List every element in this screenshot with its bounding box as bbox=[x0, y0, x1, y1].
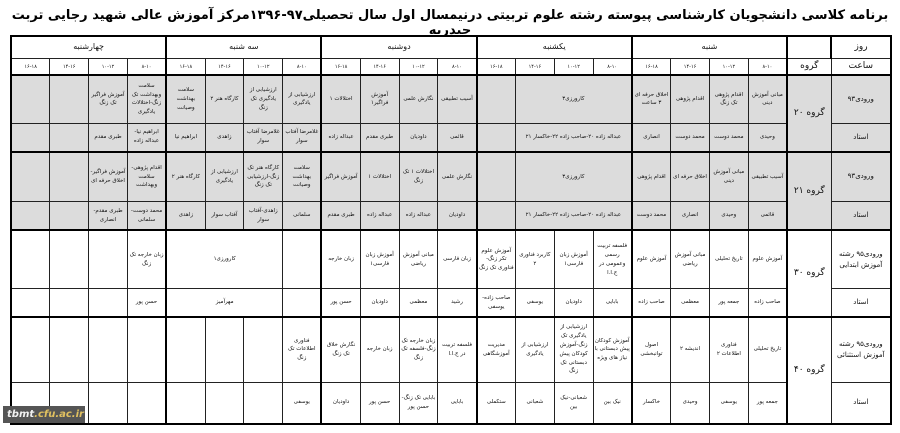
course-cell: کارگاه هنر ۲ bbox=[166, 152, 205, 202]
course-cell bbox=[11, 75, 50, 123]
teacher-cell: بابایی تک زنگ-حسن پور bbox=[399, 382, 438, 424]
course-cell: نگارش علمی bbox=[399, 75, 438, 123]
course-cell: آموزش فراگیر bbox=[321, 152, 360, 202]
teacher-cell: جمعه پور bbox=[748, 382, 787, 424]
course-cell: آسیب تطبیقی bbox=[438, 75, 477, 123]
teacher-cell: ابراهیم نیا-عبداله زاده bbox=[127, 123, 166, 151]
teacher-cell: نیک بین bbox=[593, 382, 632, 424]
course-cell: مبانی آموزش ریاضی bbox=[399, 230, 438, 289]
course-cell: سلامت بهداشت وصیانت bbox=[166, 75, 205, 123]
row-label-course: ورودی۹۵ رشته آموزش ابتدایی bbox=[831, 230, 891, 289]
teacher-cell bbox=[89, 382, 128, 424]
teacher-cell: رشید bbox=[438, 289, 477, 317]
teacher-cell: یوسفی bbox=[515, 289, 554, 317]
course-cell bbox=[50, 230, 89, 289]
teacher-cell: انصاری bbox=[671, 202, 710, 230]
teacher-cell-merged: عبداله زاده ۲۰-صاحب زاده ۲۲-خاکسار ۲۱ bbox=[515, 123, 631, 151]
time-slot: ۱۴-۱۶ bbox=[50, 59, 89, 76]
teacher-cell bbox=[11, 202, 50, 230]
course-cell: ارزشیابی از یادگیری bbox=[283, 75, 322, 123]
time-slot: ۱۶-۱۸ bbox=[477, 59, 516, 76]
teacher-cell: صاحب زاده bbox=[632, 289, 671, 317]
teacher-cell: حسن پور bbox=[127, 289, 166, 317]
row-label-course: ورودی۹۵ رشته آموزش استثنائی bbox=[831, 317, 891, 382]
teacher-cell: محمد دوست bbox=[709, 123, 748, 151]
teacher-cell: جمعه پور bbox=[709, 289, 748, 317]
course-cell: آموزش زبان فارسی۱ bbox=[360, 230, 399, 289]
teacher-cell: عبداله زاده bbox=[321, 123, 360, 151]
time-slot: ۱۴-۱۶ bbox=[671, 59, 710, 76]
course-cell: سلامت وبهداشت تک زنگ-اختلالات یادگیری bbox=[127, 75, 166, 123]
course-cell bbox=[11, 317, 50, 382]
time-slot: ۱۴-۱۶ bbox=[515, 59, 554, 76]
row-label-teacher: استاد bbox=[831, 202, 891, 230]
teacher-cell: زاهدی bbox=[166, 202, 205, 230]
group-header-label: گروه bbox=[787, 59, 831, 76]
teacher-cell: بابایی bbox=[593, 289, 632, 317]
course-cell: ارزشیابی از یادگیری تک زنگ-آموزش کودکان پیش دبستانی تک زنگ bbox=[554, 317, 593, 382]
course-cell: اختلالات ۱ تک زنگ bbox=[399, 152, 438, 202]
course-cell: زبان فارسی bbox=[438, 230, 477, 289]
time-slot: ۱۰-۱۲ bbox=[399, 59, 438, 76]
teacher-cell bbox=[50, 289, 89, 317]
course-cell: زبان خارجه bbox=[321, 230, 360, 289]
teacher-cell: معظمی bbox=[399, 289, 438, 317]
course-cell: ارزشیابی از یادگیری bbox=[205, 152, 244, 202]
course-cell bbox=[50, 75, 89, 123]
course-cell: آموزش فراگیر۱ bbox=[360, 75, 399, 123]
course-cell bbox=[477, 75, 516, 123]
course-cell: تاریخ تحلیلی bbox=[748, 317, 787, 382]
course-cell: اقدام پژوهی تک زنگ bbox=[709, 75, 748, 123]
course-cell: زبان خارجه تک زنگ bbox=[127, 230, 166, 289]
teacher-cell: شعبانی-نیک بین bbox=[554, 382, 593, 424]
course-cell-merged: کارورزی۳ bbox=[515, 75, 631, 123]
course-cell: ارزشیابی از یادگیری bbox=[515, 317, 554, 382]
course-cell: آموزش فراگیر-اخلاق حرفه ای bbox=[89, 152, 128, 202]
teacher-cell: ستکملی bbox=[477, 382, 516, 424]
teacher-cell bbox=[477, 123, 516, 151]
course-cell bbox=[283, 230, 322, 289]
teacher-cell bbox=[127, 382, 166, 424]
teacher-cell: داودیان bbox=[321, 382, 360, 424]
page-title: برنامه کلاسی دانشجویان کارشناسی پیوسته رشته علوم تربیتی درنیمسال اول سال تحصیلی۹۷-۱۳۹۶مرکز آموزش عالی شهید رجایی تربت حیدریه bbox=[11, 8, 889, 38]
course-cell: زبان خارجه bbox=[360, 317, 399, 382]
teacher-cell: طبری مقدم bbox=[321, 202, 360, 230]
teacher-cell: داودیان bbox=[360, 289, 399, 317]
row-label-course: ورودی۹۳ bbox=[831, 75, 891, 123]
time-slot: ۱۶-۱۸ bbox=[166, 59, 205, 76]
teacher-cell: یوسفی bbox=[709, 382, 748, 424]
course-cell: اقدام پژوهی bbox=[632, 152, 671, 202]
course-cell-merged: کارورزی۳ bbox=[515, 152, 631, 202]
course-cell bbox=[205, 317, 244, 382]
teacher-cell: بابایی bbox=[438, 382, 477, 424]
teacher-cell bbox=[50, 202, 89, 230]
course-cell: کارگاه هنر تک زنگ-ارزشیابی تک زنگ bbox=[244, 152, 283, 202]
teacher-cell: داودیان bbox=[399, 123, 438, 151]
course-cell: آموزش کودکان پیش دبستانی با نیاز های ویژه bbox=[593, 317, 632, 382]
course-cell: زبان خارجه تک زنگ-فلسفه تک زنگ bbox=[399, 317, 438, 382]
course-cell: اختلالات ۱ bbox=[321, 75, 360, 123]
teacher-cell bbox=[11, 123, 50, 151]
time-slot: ۸-۱۰ bbox=[593, 59, 632, 76]
teacher-cell: طبری مقدم bbox=[360, 123, 399, 151]
course-cell: نگارش علمی bbox=[438, 152, 477, 202]
time-slot: ۱۰-۱۲ bbox=[554, 59, 593, 76]
teacher-cell bbox=[50, 123, 89, 151]
group-label: گروه ۴۰ bbox=[787, 317, 831, 424]
teacher-cell: انصاری bbox=[632, 123, 671, 151]
course-cell: آموزش علوم bbox=[632, 230, 671, 289]
day-header-tue: سه شنبه bbox=[166, 36, 321, 59]
course-cell bbox=[50, 317, 89, 382]
teacher-cell: وحیدی bbox=[748, 123, 787, 151]
course-cell: ارزشیابی از یادگیری تک زنگ bbox=[244, 75, 283, 123]
group-label: گروه ۳۰ bbox=[787, 230, 831, 317]
course-cell: کارگاه هنر ۲ bbox=[205, 75, 244, 123]
time-slot: ۱۴-۱۶ bbox=[360, 59, 399, 76]
teacher-cell: یوسفی bbox=[283, 382, 322, 424]
teacher-cell: وحیدی bbox=[671, 382, 710, 424]
teacher-cell: داودیان bbox=[554, 289, 593, 317]
teacher-cell: غلامرضا آفتاب سوار bbox=[244, 123, 283, 151]
watermark-prefix: tbmt bbox=[7, 409, 35, 420]
course-cell: سلامت بهداشت وصیانت bbox=[283, 152, 322, 202]
teacher-cell: قائمی bbox=[438, 123, 477, 151]
course-cell bbox=[89, 230, 128, 289]
row-label-course: ورودی۹۳ bbox=[831, 152, 891, 202]
teacher-cell: ابراهیم نیا bbox=[166, 123, 205, 151]
teacher-cell: غلامرضا آفتاب سوار bbox=[283, 123, 322, 151]
course-cell: اخلاق حرفه ای ۳ ساعت bbox=[632, 75, 671, 123]
teacher-cell: حسن پور bbox=[360, 382, 399, 424]
teacher-cell bbox=[89, 289, 128, 317]
course-cell bbox=[89, 317, 128, 382]
teacher-cell: زاهدی bbox=[205, 123, 244, 151]
teacher-cell-merged: مهرآمیز bbox=[166, 289, 282, 317]
course-cell-merged: کارورزی۱ bbox=[166, 230, 282, 289]
row-label-teacher: استاد bbox=[831, 123, 891, 151]
course-cell: اقدام پژوهی bbox=[671, 75, 710, 123]
row-label-teacher: استاد bbox=[831, 289, 891, 317]
time-slot: ۸-۱۰ bbox=[438, 59, 477, 76]
course-cell: کاربرد فناوری ۲ bbox=[515, 230, 554, 289]
time-slot: ۸-۱۰ bbox=[748, 59, 787, 76]
time-slot: ۱۰-۱۲ bbox=[709, 59, 748, 76]
course-cell: اندیشه ۲ bbox=[671, 317, 710, 382]
teacher-cell: عبداله زاده bbox=[360, 202, 399, 230]
course-cell: مبانی آموزش ریاضی bbox=[671, 230, 710, 289]
course-cell: نگارش خلاق تک زنگ bbox=[321, 317, 360, 382]
course-cell: اختلالات ۱ bbox=[360, 152, 399, 202]
group-label: گروه ۲۰ bbox=[787, 75, 831, 151]
course-cell: فناوری اطلاعات ۲ bbox=[709, 317, 748, 382]
course-cell: آموزش زبان فارسی۱ bbox=[554, 230, 593, 289]
course-cell: مدیریت آموزشگاهی bbox=[477, 317, 516, 382]
teacher-cell bbox=[283, 289, 322, 317]
course-cell: تاریخ تحلیلی bbox=[709, 230, 748, 289]
course-cell bbox=[11, 230, 50, 289]
day-header-label: روز bbox=[831, 36, 891, 59]
teacher-cell: صاحب زاده-یوسفی bbox=[477, 289, 516, 317]
teacher-cell: صاحب زاده bbox=[748, 289, 787, 317]
teacher-cell: داودیان bbox=[438, 202, 477, 230]
course-cell: مبانی آموزش دینی bbox=[709, 152, 748, 202]
course-cell: اصول توانبخشی bbox=[632, 317, 671, 382]
time-slot: ۸-۱۰ bbox=[127, 59, 166, 76]
time-slot: ۱۰-۱۲ bbox=[89, 59, 128, 76]
teacher-cell: خاکسار bbox=[632, 382, 671, 424]
teacher-cell: سلمانی bbox=[283, 202, 322, 230]
course-cell: آسیب تطبیقی bbox=[748, 152, 787, 202]
teacher-cell-merged: عبداله زاده ۲۰-صاحب زاده ۲۲-خاکسار ۲۱ bbox=[515, 202, 631, 230]
teacher-cell: طبری مقدم-انصاری bbox=[89, 202, 128, 230]
course-cell: فلسفه تربیت در ج.ا.ا bbox=[438, 317, 477, 382]
teacher-cell: محمد دوست bbox=[671, 123, 710, 151]
teacher-cell: عبداله زاده bbox=[399, 202, 438, 230]
course-cell bbox=[244, 317, 283, 382]
teacher-cell bbox=[11, 289, 50, 317]
day-header-sun: یکشنبه bbox=[477, 36, 632, 59]
schedule-table bbox=[10, 35, 892, 425]
teacher-cell bbox=[205, 382, 244, 424]
time-slot: ۱۶-۱۸ bbox=[321, 59, 360, 76]
time-slot: ۸-۱۰ bbox=[283, 59, 322, 76]
teacher-cell: محمد دوست bbox=[632, 202, 671, 230]
course-cell: آموزش علوم تکر زنگ-فناوری تک زنگ bbox=[477, 230, 516, 289]
teacher-cell bbox=[477, 202, 516, 230]
teacher-cell: زاهدی-آفتاب سوار bbox=[244, 202, 283, 230]
course-cell bbox=[50, 152, 89, 202]
time-slot: ۱۶-۱۸ bbox=[11, 59, 50, 76]
teacher-cell: حسن پور bbox=[321, 289, 360, 317]
course-cell: اخلاق حرفه ای bbox=[671, 152, 710, 202]
teacher-cell: معظمی bbox=[671, 289, 710, 317]
time-slot: ۱۶-۱۸ bbox=[632, 59, 671, 76]
day-header-wed: چهارشنبه bbox=[11, 36, 166, 59]
day-header-sat: شنبه bbox=[632, 36, 787, 59]
course-cell bbox=[127, 317, 166, 382]
group-label: گروه ۲۱ bbox=[787, 152, 831, 231]
teacher-cell bbox=[166, 382, 205, 424]
teacher-cell: طبری مقدم bbox=[89, 123, 128, 151]
course-cell: اقدام پژوهی-سلامت وبهداشت bbox=[127, 152, 166, 202]
teacher-cell: شعبانی bbox=[515, 382, 554, 424]
course-cell: فناوری اطلاعات تک زنگ bbox=[283, 317, 322, 382]
time-header-label: ساعت bbox=[831, 59, 891, 76]
teacher-cell: آفتاب سوار bbox=[205, 202, 244, 230]
course-cell: فلسفه تربیت رسمی وعمومی در ج.ا.ا bbox=[593, 230, 632, 289]
course-cell: مبانی آموزش دینی bbox=[748, 75, 787, 123]
course-cell bbox=[166, 317, 205, 382]
teacher-cell: محمد دوست-سلمانی bbox=[127, 202, 166, 230]
course-cell bbox=[477, 152, 516, 202]
time-slot: ۱۰-۱۲ bbox=[244, 59, 283, 76]
site-watermark[interactable] bbox=[3, 406, 85, 423]
watermark-suffix: .cfu.ac.ir bbox=[34, 409, 84, 420]
course-cell: آموزش فراگیر تک زنگ bbox=[89, 75, 128, 123]
course-cell: آموزش علوم bbox=[748, 230, 787, 289]
teacher-cell: قائمی bbox=[748, 202, 787, 230]
row-label-teacher: استاد bbox=[831, 382, 891, 424]
teacher-cell: وحیدی bbox=[709, 202, 748, 230]
day-header-mon: دوشنبه bbox=[321, 36, 476, 59]
teacher-cell bbox=[244, 382, 283, 424]
time-slot: ۱۴-۱۶ bbox=[205, 59, 244, 76]
course-cell bbox=[11, 152, 50, 202]
